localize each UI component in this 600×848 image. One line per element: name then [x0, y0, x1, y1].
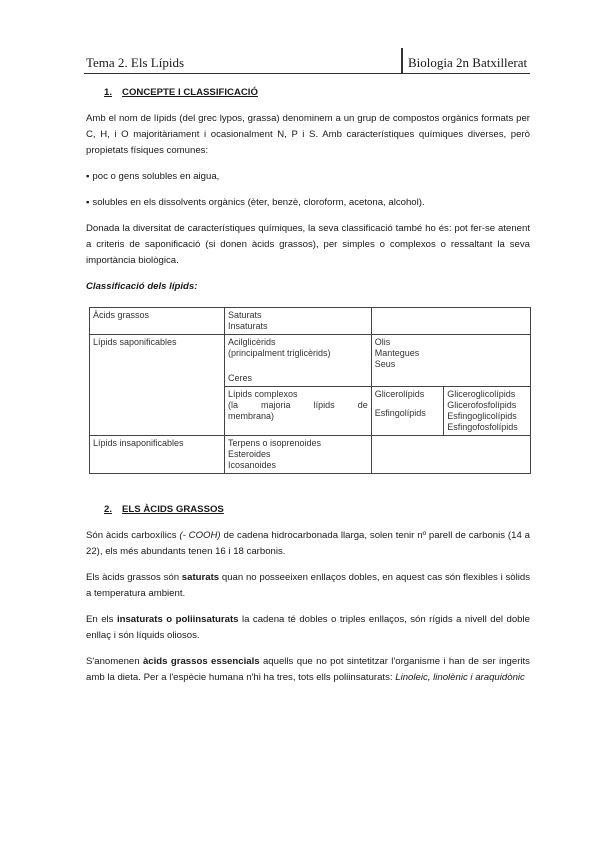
bullet-icon: ▪: [86, 197, 90, 208]
bullet-item: ▪ poc o gens solubles en aigua,: [86, 171, 220, 182]
section-1-paragraph-2: Donada la diversitat de característiques químiques, la seva classificació també ho és: pot fer-se atenent a criteris de saponificació (si donen àcids grassos), per simples o complexos o ressaltant la seva importància biològica.: [86, 223, 530, 266]
table-row: [90, 436, 531, 474]
table-cell: Glicerolípids Esfingolípids: [371, 387, 444, 436]
table-cell: [371, 436, 530, 474]
document-body: [86, 85, 530, 696]
section-2-paragraph-4: S'anomenen àcids grassos essencials aquells que no pot sintetitzar l'organisme i han de ser ingerits amb la dieta. Per a l'espècie humana n'hi ha tres, tots ells poliinsaturats: Linoleic, linolènic i araquidònic: [86, 656, 530, 683]
page-header: [84, 48, 530, 74]
table-cell: Acilglicèrids (principalment triglicèrids) Ceres: [224, 335, 371, 387]
classification-subtitle: Classificació dels lípids:: [86, 281, 198, 292]
table-row: [90, 335, 531, 387]
table-cell: Lípids saponificables: [90, 335, 225, 436]
table-cell: Terpens o isoprenoides Esteroides Icosanoides: [224, 436, 371, 474]
table-cell: Lípids complexos (la majoria lípids de membrana): [224, 387, 371, 436]
header-divider: [401, 48, 403, 74]
table-cell: Lípids insaponificables: [90, 436, 225, 474]
table-cell: Gliceroglicolípids Glicerofosfolípids Esfingoglicolípids Esfingofosfolípids: [444, 387, 531, 436]
bullet-item: ▪ solubles en els dissolvents orgànics (èter, benzè, cloroform, acetona, alcohol).: [86, 197, 425, 208]
table-cell: Olis Mantegues Seus: [371, 335, 530, 387]
header-course: Biologia 2n Batxillerat: [408, 55, 528, 70]
header-topic: Tema 2. Els Lípids: [86, 55, 185, 70]
table-cell: Àcids grassos: [90, 308, 225, 335]
table-cell: [371, 308, 530, 335]
section-2-title: 2. ELS ÀCIDS GRASSOS: [104, 504, 224, 515]
section-2-paragraph-2: Els àcids grassos són saturats quan no posseeixen enllaços dobles, en aquest cas són flexibles i sòlids a temperatura ambient.: [86, 572, 530, 599]
bullet-icon: ▪: [86, 171, 90, 182]
section-2-paragraph-1: Són àcids carboxílics (- COOH) de cadena hidrocarbonada llarga, solen tenir nº parell de carbonis (14 a 22), els més abundants tenen 16 i 18 carbonis.: [86, 530, 530, 557]
table-row: [90, 308, 531, 335]
lipid-classification-table: [89, 307, 531, 474]
section-1-title: 1. CONCEPTE I CLASSIFICACIÓ: [104, 87, 258, 98]
section-1-paragraph-1: Amb el nom de lípids (del grec lypos, grassa) denominem a un grup de compostos orgànics formats per C, H, i O majoritàriament i ocasionalment N, P i S. Amb característiques químiques diverses, però propietats físiques comunes:: [86, 113, 530, 156]
section-2-paragraph-3: En els insaturats o poliinsaturats la cadena té dobles o triples enllaços, són rígids a nivell del doble enllaç i són líquids oliosos.: [86, 614, 530, 641]
table-cell: Saturats Insaturats: [224, 308, 371, 335]
